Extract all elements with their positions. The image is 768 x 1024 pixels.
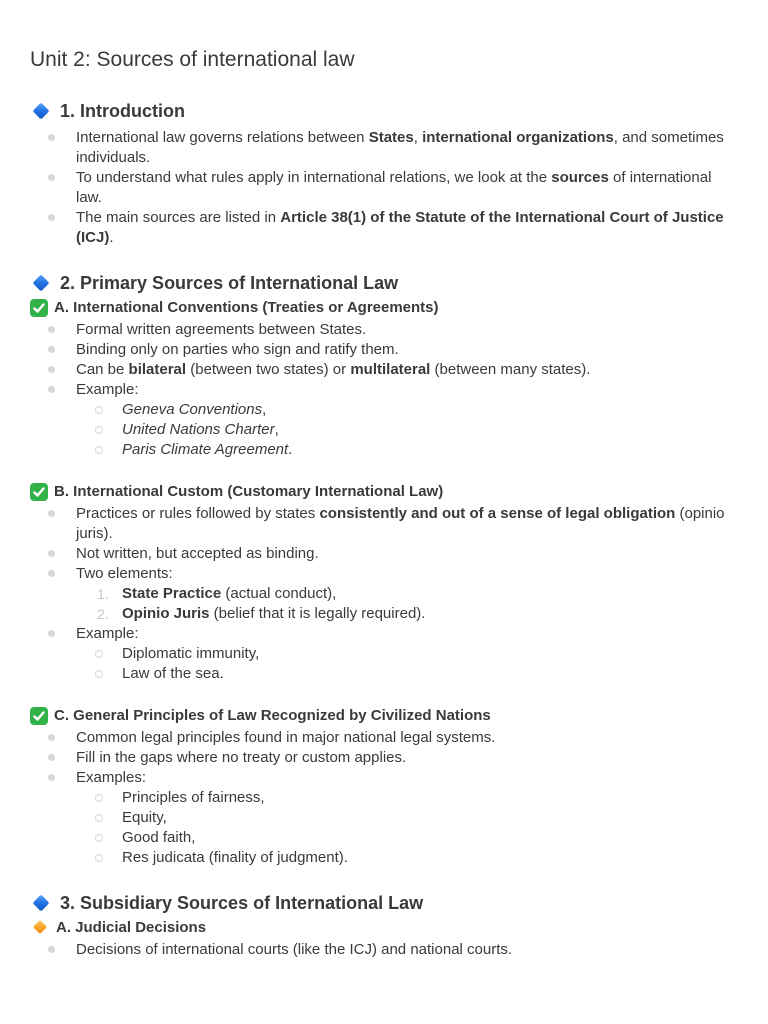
list-item: Not written, but accepted as binding. — [76, 544, 738, 564]
list-item: Two elements: 1. State Practice (actual conduct), 2. Opinio Juris (belief that it is legally required). — [76, 564, 738, 624]
element-item: 1. State Practice (actual conduct), — [97, 585, 337, 602]
list-item: Can be bilateral (between two states) or multilateral (between many states). — [76, 360, 738, 380]
subsection-heading-judicial-decisions — [30, 918, 738, 938]
blue-diamond-icon — [32, 98, 50, 124]
section-heading-text: 3. Subsidiary Sources of International Law — [60, 893, 424, 913]
example-item: Law of the sea. — [122, 664, 738, 684]
subsection-heading-custom — [30, 482, 738, 502]
example-item: Equity, — [122, 808, 738, 828]
orange-diamond-icon — [32, 918, 48, 938]
list-item: Example: Geneva Conventions, United Nations Charter, Paris Climate Agreement. — [76, 380, 738, 460]
subsection-heading-text: A. Judicial Decisions — [56, 919, 207, 936]
examples-list — [76, 400, 738, 460]
list-item: Example: Diplomatic immunity, Law of the sea. — [76, 624, 738, 684]
example-item: Good faith, — [122, 828, 738, 848]
section-heading-text: 2. Primary Sources of International Law — [60, 273, 399, 293]
example-item: Res judicata (finality of judgment). — [122, 848, 738, 868]
section-heading-primary-sources — [30, 270, 738, 296]
example-item: Paris Climate Agreement. — [122, 440, 738, 460]
list-item: Decisions of international courts (like the ICJ) and national courts. — [76, 940, 738, 960]
subsection-heading-text: A. International Conventions (Treaties or Agreements) — [54, 299, 439, 316]
example-item: Principles of fairness, — [122, 788, 738, 808]
general-principles-list — [30, 728, 738, 868]
list-item: Formal written agreements between States. — [76, 320, 738, 340]
custom-list — [30, 504, 738, 684]
list-item: Examples: Principles of fairness, Equity, Good faith, Res judicata (finality of judgment). — [76, 768, 738, 868]
section-heading-text: 1. Introduction — [60, 101, 185, 121]
list-item: The main sources are listed in Article 38(1) of the Statute of the International Court of Justice (ICJ). — [76, 208, 738, 248]
example-item: Diplomatic immunity, — [122, 644, 738, 664]
check-mark-icon — [30, 483, 48, 501]
list-item: Binding only on parties who sign and ratify them. — [76, 340, 738, 360]
list-item: To understand what rules apply in international relations, we look at the sources of international law. — [76, 168, 738, 208]
judicial-decisions-list — [30, 940, 738, 960]
subsection-heading-general-principles — [30, 706, 738, 726]
subsection-heading-text: B. International Custom (Customary International Law) — [54, 483, 444, 500]
example-item: United Nations Charter, — [122, 420, 738, 440]
blue-diamond-icon — [32, 890, 50, 916]
introduction-list — [30, 128, 738, 248]
elements-list — [76, 584, 738, 624]
list-item: Fill in the gaps where no treaty or custom applies. — [76, 748, 738, 768]
section-heading-subsidiary-sources — [30, 890, 738, 916]
list-item: Practices or rules followed by states consistently and out of a sense of legal obligation (opinio juris). — [76, 504, 738, 544]
section-heading-introduction — [30, 98, 738, 124]
element-item: 2. Opinio Juris (belief that it is legally required). — [97, 605, 426, 622]
subsection-heading-conventions — [30, 298, 738, 318]
conventions-list — [30, 320, 738, 460]
check-mark-icon — [30, 707, 48, 725]
list-item: Common legal principles found in major national legal systems. — [76, 728, 738, 748]
examples-list — [76, 788, 738, 868]
list-item: International law governs relations between States, international organizations, and sometimes individuals. — [76, 128, 738, 168]
example-item: Geneva Conventions, — [122, 400, 738, 420]
check-mark-icon — [30, 299, 48, 317]
page-title: Unit 2: Sources of international law — [30, 48, 355, 71]
subsection-heading-text: C. General Principles of Law Recognized by Civilized Nations — [54, 707, 491, 724]
examples-list — [76, 644, 738, 684]
blue-diamond-icon — [32, 270, 50, 296]
